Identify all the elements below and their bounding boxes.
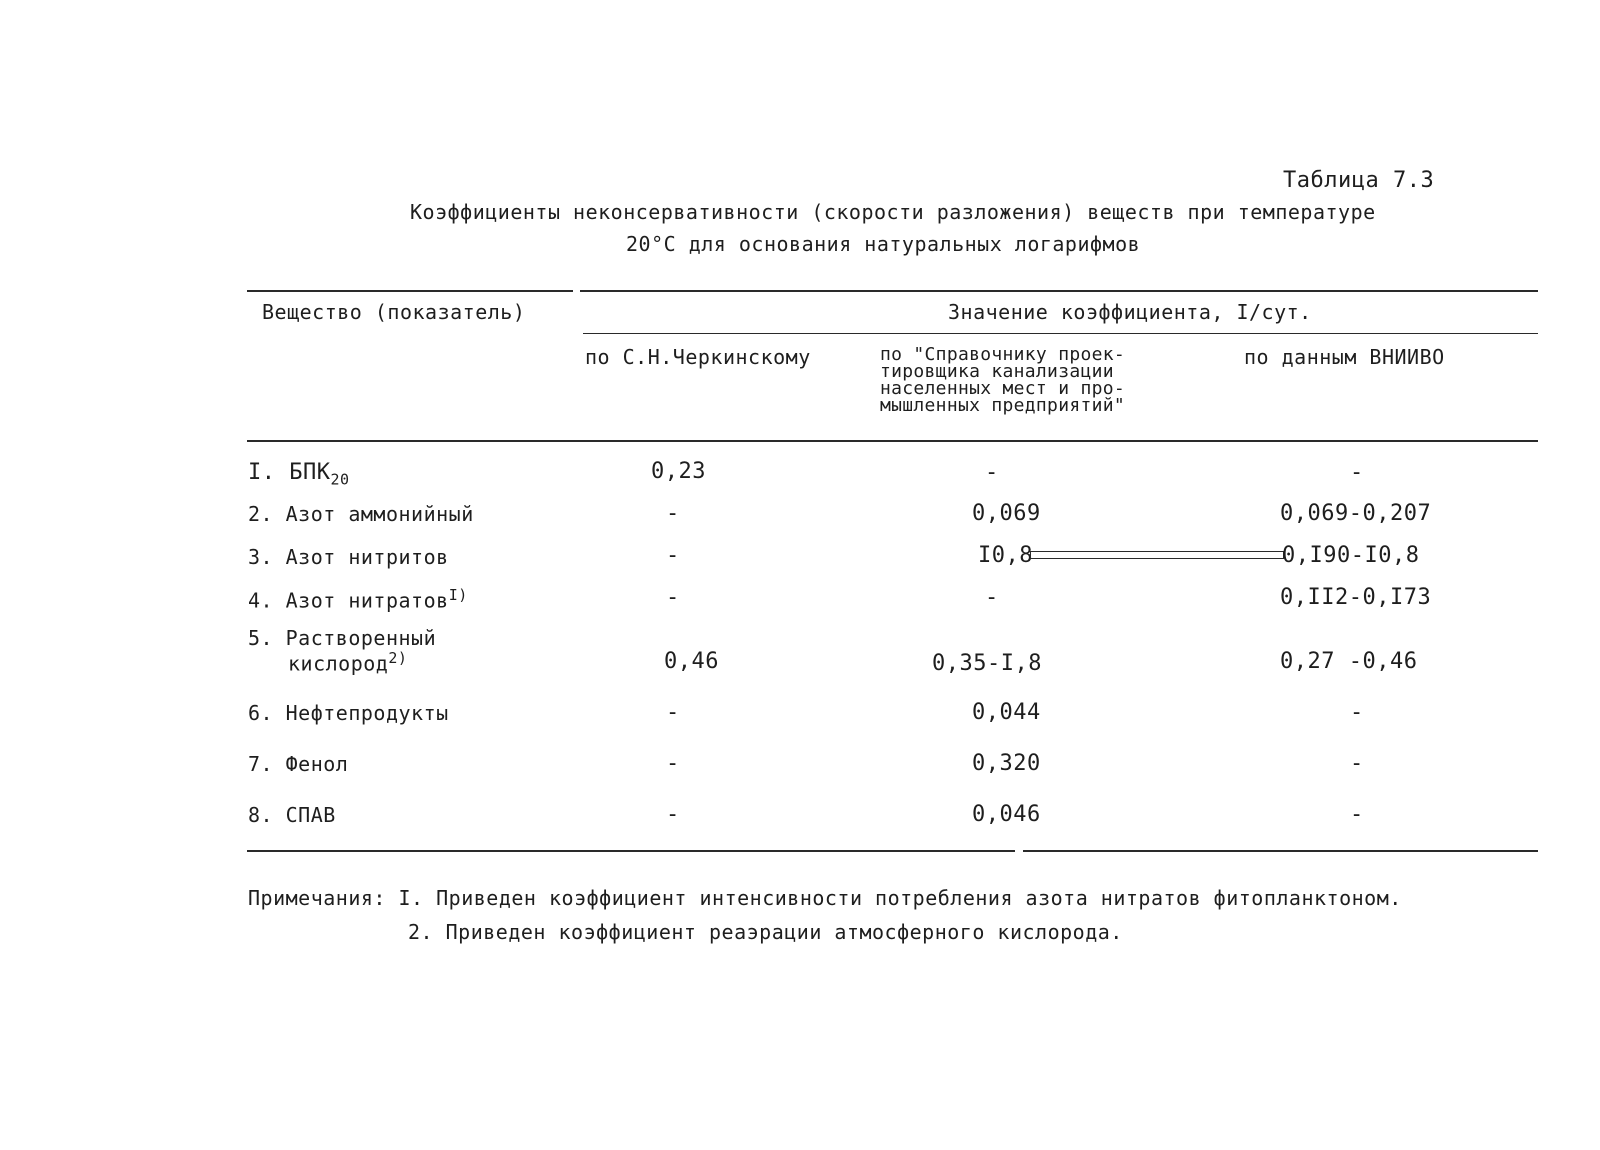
table-row (248, 752, 348, 776)
row-number: 5. (248, 626, 274, 650)
table-row (248, 502, 474, 526)
cell-vniivo: - (1350, 700, 1364, 725)
connector-bar (1030, 551, 1284, 559)
table-bottom-rule-right (1023, 850, 1538, 852)
row-name-subscript: 20 (330, 470, 350, 489)
cell-handbook: 0,320 (972, 751, 1041, 776)
row-number: 8. (248, 803, 274, 827)
cell-vniivo: 0,I90-I0,8 (1282, 543, 1420, 568)
cell-vniivo: 0,069-0,207 (1280, 501, 1432, 526)
table-row (248, 545, 449, 569)
notes-label: Примечания: (248, 886, 386, 910)
table-caption-line-2: 20°С для основания натуральных логарифмов (626, 232, 1141, 256)
table-row (248, 701, 449, 725)
row-number: 6. (248, 701, 274, 725)
cell-handbook: 0,35-I,8 (932, 651, 1042, 676)
table-row (248, 586, 468, 613)
header-col-vniivo: по данным ВНИИВО (1244, 345, 1445, 369)
row-number: 7. (248, 752, 274, 776)
row-name: Азот нитратов (285, 588, 449, 613)
cell-vniivo: 0,27 -0,46 (1280, 649, 1418, 674)
cell-handbook: 0,069 (972, 501, 1041, 526)
table-label: Таблица 7.3 (1283, 168, 1435, 193)
subheader-rule (583, 333, 1538, 334)
cell-vniivo: 0,II2-0,I73 (1280, 585, 1432, 610)
note-2: 2. Приведен коэффициент реаэрации атмосферного кислорода. (408, 920, 1123, 944)
table-row (248, 460, 350, 488)
cell-vniivo: - (1350, 802, 1364, 827)
cell-vniivo: - (1350, 460, 1364, 485)
table-top-rule-right (580, 290, 1538, 292)
cell-cherkinsky: - (666, 802, 680, 827)
header-bottom-rule (247, 440, 1538, 442)
table-row (248, 628, 436, 674)
row-name: Азот нитритов (285, 545, 449, 569)
cell-cherkinsky: - (666, 700, 680, 725)
header-value-group: Значение коэффициента, I/сут. (948, 300, 1312, 324)
row-name-line-2: кислород (288, 651, 389, 676)
table-row (248, 803, 336, 827)
table-caption-line-1: Коэффициенты неконсервативности (скорости разложения) веществ при температуре (410, 200, 1376, 224)
row-name: Фенол (285, 752, 349, 776)
row-number: 3. (248, 545, 274, 569)
cell-handbook: I0,8 (978, 543, 1033, 568)
row-number: 4. (248, 588, 274, 613)
header-col-handbook: по "Справочнику проек- тировщика канализации населенных мест и про- мышленных предприятий" (880, 344, 1126, 416)
header-col-cherkinsky: по С.Н.Черкинскому (585, 345, 811, 369)
cell-cherkinsky: 0,46 (664, 649, 719, 674)
cell-cherkinsky: - (666, 751, 680, 776)
cell-vniivo: - (1350, 751, 1364, 776)
table-bottom-rule-left (247, 850, 1015, 852)
row-name: Растворенный (285, 626, 437, 650)
notes-line-1 (248, 886, 1402, 910)
table-top-rule-left (247, 290, 573, 292)
row-name: СПАВ (285, 803, 336, 827)
row-name-superscript: 2) (388, 649, 408, 667)
cell-handbook: - (985, 585, 999, 610)
cell-cherkinsky: - (666, 543, 680, 568)
row-name: БПК (289, 460, 331, 485)
cell-handbook: - (985, 460, 999, 485)
row-number: 2. (248, 502, 274, 526)
cell-cherkinsky: - (666, 585, 680, 610)
row-number: I. (248, 460, 276, 485)
row-name-superscript: I) (448, 586, 468, 604)
cell-handbook: 0,044 (972, 700, 1041, 725)
cell-handbook: 0,046 (972, 802, 1041, 827)
cell-cherkinsky: - (666, 501, 680, 526)
row-name: Нефтепродукты (285, 701, 449, 725)
header-substance: Вещество (показатель) (262, 300, 526, 324)
cell-cherkinsky: 0,23 (651, 459, 706, 484)
note-1: I. Приведен коэффициент интенсивности потребления азота нитратов фитопланктоном. (398, 886, 1402, 910)
row-name: Азот аммонийный (285, 502, 474, 526)
